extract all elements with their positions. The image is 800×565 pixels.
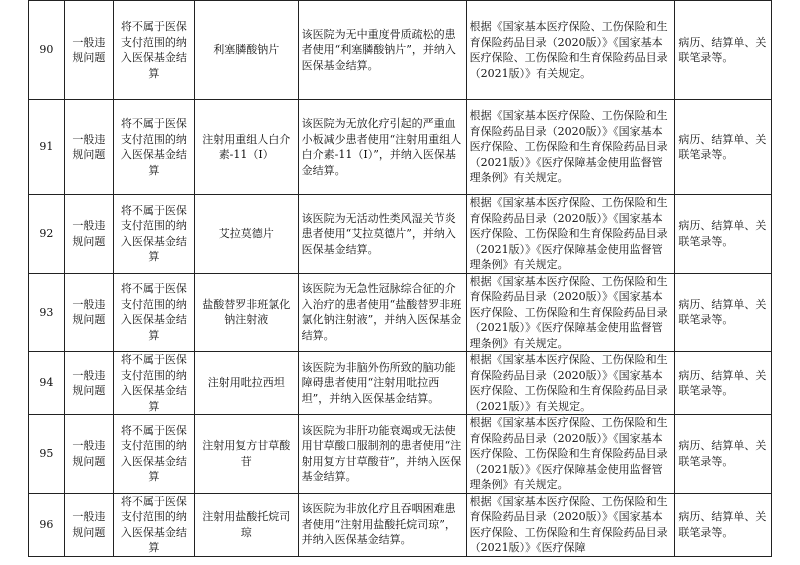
drug-name: 利塞膦酸钠片 — [194, 1, 298, 100]
drug-name: 注射用盐酸托烷司琼 — [194, 493, 298, 556]
drug-name: 艾拉莫德片 — [194, 195, 298, 274]
violation-type: 将不属于医保支付范围的纳入医保基金结算 — [113, 195, 194, 274]
table-row — [29, 273, 772, 352]
evidence-materials: 病历、结算单、关联笔录等。 — [675, 415, 772, 494]
row-number: 96 — [29, 493, 65, 556]
legal-basis: 根据《国家基本医疗保险、工伤保险和生育保险药品目录（2020版）》《国家基本医疗保险、工伤保险和生育保险药品目录（2021版）》《医疗保障 — [466, 493, 675, 556]
violation-description: 该医院为无急性冠脉综合征的介入治疗的患者使用“盐酸替罗非班氯化钠注射液”，并纳入医保基金结算。 — [298, 273, 466, 352]
violation-type: 将不属于医保支付范围的纳入医保基金结算 — [113, 273, 194, 352]
legal-basis: 根据《国家基本医疗保险、工伤保险和生育保险药品目录（2020版）》《国家基本医疗保险、工伤保险和生育保险药品目录（2021版）》《医疗保障基金使用监督管理条例》有关规定。 — [466, 100, 675, 195]
legal-basis: 根据《国家基本医疗保险、工伤保险和生育保险药品目录（2020版）》《国家基本医疗保险、工伤保险和生育保险药品目录（2021版）》《医疗保障基金使用监督管理条例》有关规定。 — [466, 195, 675, 274]
legal-basis: 根据《国家基本医疗保险、工伤保险和生育保险药品目录（2020版）》《国家基本医疗保险、工伤保险和生育保险药品目录（2021版）》有关规定。 — [466, 1, 675, 100]
row-number: 93 — [29, 273, 65, 352]
row-number: 90 — [29, 1, 65, 100]
violation-description: 该医院为无中重度骨质疏松的患者使用“利塞膦酸钠片”，并纳入医保基金结算。 — [298, 1, 466, 100]
table-row — [29, 1, 772, 100]
table-row — [29, 352, 772, 415]
evidence-materials: 病历、结算单、关联笔录等。 — [675, 352, 772, 415]
violation-description: 该医院为无放化疗引起的严重血小板减少患者使用“注射用重组人白介素-11（Ⅰ）”，并纳入医保基金结算。 — [298, 100, 466, 195]
row-number: 94 — [29, 352, 65, 415]
evidence-materials: 病历、结算单、关联笔录等。 — [675, 1, 772, 100]
violation-type: 将不属于医保支付范围的纳入医保基金结算 — [113, 1, 194, 100]
violation-category: 一般违规问题 — [64, 493, 113, 556]
violations-table — [28, 0, 772, 557]
violation-description: 该医院为非放化疗且吞咽困难患者使用“注射用盐酸托烷司琼”，并纳入医保基金结算。 — [298, 493, 466, 556]
violation-category: 一般违规问题 — [64, 1, 113, 100]
row-number: 95 — [29, 415, 65, 494]
violation-type: 将不属于医保支付范围的纳入医保基金结算 — [113, 415, 194, 494]
evidence-materials: 病历、结算单、关联笔录等。 — [675, 100, 772, 195]
table-row — [29, 493, 772, 556]
violation-type: 将不属于医保支付范围的纳入医保基金结算 — [113, 352, 194, 415]
drug-name: 注射用重组人白介素-11（Ⅰ） — [194, 100, 298, 195]
violation-type: 将不属于医保支付范围的纳入医保基金结算 — [113, 100, 194, 195]
row-number: 91 — [29, 100, 65, 195]
violation-category: 一般违规问题 — [64, 195, 113, 274]
drug-name: 盐酸替罗非班氯化钠注射液 — [194, 273, 298, 352]
violation-type: 将不属于医保支付范围的纳入医保基金结算 — [113, 493, 194, 556]
evidence-materials: 病历、结算单、关联笔录等。 — [675, 195, 772, 274]
drug-name: 注射用复方甘草酸苷 — [194, 415, 298, 494]
violation-description: 该医院为非脑外伤所致的脑功能障碍患者使用“注射用吡拉西坦”，并纳入医保基金结算。 — [298, 352, 466, 415]
evidence-materials: 病历、结算单、关联笔录等。 — [675, 273, 772, 352]
legal-basis: 根据《国家基本医疗保险、工伤保险和生育保险药品目录（2020版）》《国家基本医疗保险、工伤保险和生育保险药品目录（2021版）》有关规定。 — [466, 352, 675, 415]
violation-description: 该医院为非肝功能衰竭或无法使用甘草酸口服制剂的患者使用“注射用复方甘草酸苷”，并纳入医保基金结算。 — [298, 415, 466, 494]
violation-category: 一般违规问题 — [64, 100, 113, 195]
table-row — [29, 415, 772, 494]
violation-category: 一般违规问题 — [64, 415, 113, 494]
evidence-materials: 病历、结算单、关联笔录等。 — [675, 493, 772, 556]
violation-category: 一般违规问题 — [64, 352, 113, 415]
table-row — [29, 195, 772, 274]
drug-name: 注射用吡拉西坦 — [194, 352, 298, 415]
violation-description: 该医院为无活动性类风湿关节炎患者使用“艾拉莫德片”，并纳入医保基金结算。 — [298, 195, 466, 274]
table-row — [29, 100, 772, 195]
legal-basis: 根据《国家基本医疗保险、工伤保险和生育保险药品目录（2020版）》《国家基本医疗保险、工伤保险和生育保险药品目录（2021版）》《医疗保障基金使用监督管理条例》有关规定。 — [466, 273, 675, 352]
row-number: 92 — [29, 195, 65, 274]
violation-category: 一般违规问题 — [64, 273, 113, 352]
legal-basis: 根据《国家基本医疗保险、工伤保险和生育保险药品目录（2020版）》《国家基本医疗保险、工伤保险和生育保险药品目录（2021版）》《医疗保障基金使用监督管理条例》有关规定。 — [466, 415, 675, 494]
